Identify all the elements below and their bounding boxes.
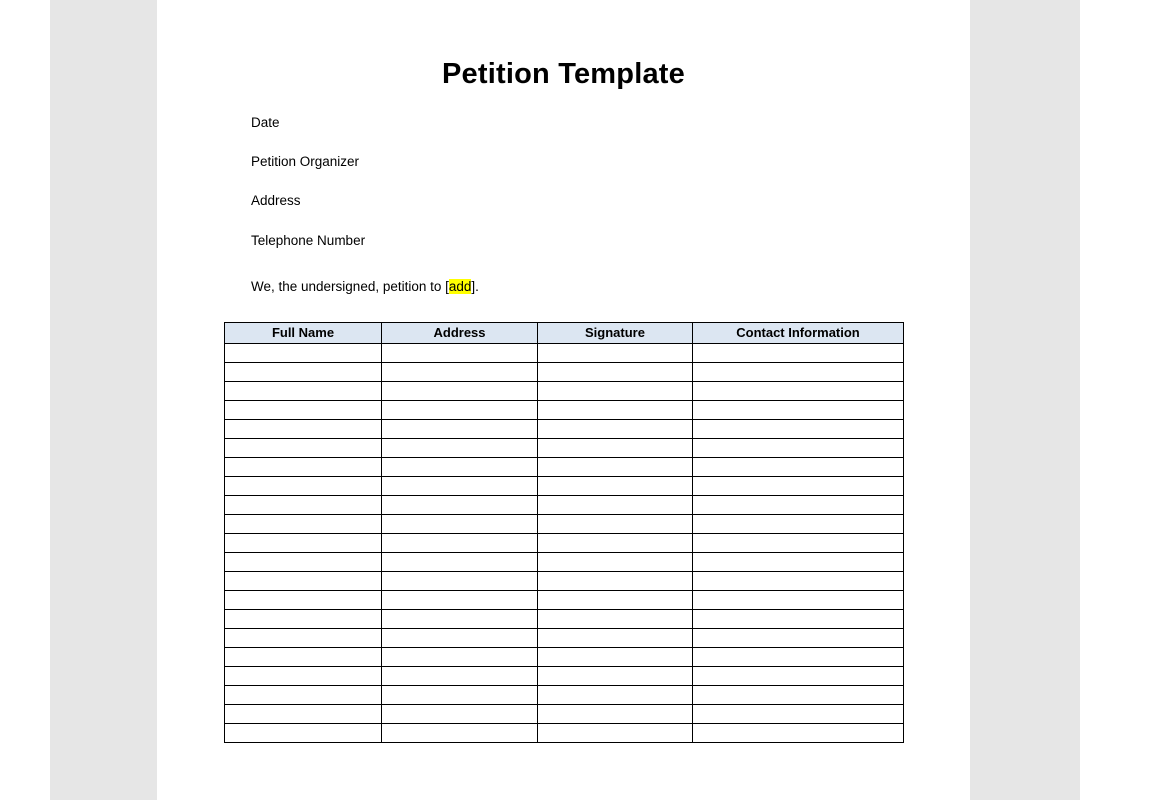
form-fields xyxy=(157,115,970,295)
table-cell[interactable] xyxy=(538,514,693,533)
table-row[interactable] xyxy=(225,495,904,514)
table-cell[interactable] xyxy=(693,571,904,590)
table-cell[interactable] xyxy=(693,457,904,476)
table-cell[interactable] xyxy=(538,495,693,514)
table-cell[interactable] xyxy=(693,514,904,533)
table-cell[interactable] xyxy=(693,685,904,704)
table-cell[interactable] xyxy=(693,609,904,628)
table-row[interactable] xyxy=(225,571,904,590)
table-cell[interactable] xyxy=(538,419,693,438)
field-telephone-number: Telephone Number xyxy=(251,232,366,248)
table-row[interactable] xyxy=(225,590,904,609)
table-cell[interactable] xyxy=(225,495,382,514)
table-cell[interactable] xyxy=(382,666,538,685)
page-gutter-left xyxy=(50,0,157,800)
page-title: Petition Template xyxy=(442,58,685,90)
table-cell[interactable] xyxy=(693,476,904,495)
table-cell[interactable] xyxy=(382,552,538,571)
field-date: Date xyxy=(251,115,280,130)
table-row[interactable] xyxy=(225,628,904,647)
table-cell[interactable] xyxy=(693,704,904,723)
table-row[interactable] xyxy=(225,609,904,628)
table-row[interactable] xyxy=(225,362,904,381)
table-cell[interactable] xyxy=(382,704,538,723)
table-row[interactable] xyxy=(225,457,904,476)
table-cell[interactable] xyxy=(538,609,693,628)
table-cell[interactable] xyxy=(382,362,538,381)
table-cell[interactable] xyxy=(225,362,382,381)
table-cell[interactable] xyxy=(382,609,538,628)
column-header-address: Address xyxy=(382,322,538,343)
table-cell[interactable] xyxy=(225,685,382,704)
table-cell[interactable] xyxy=(382,457,538,476)
field-address: Address xyxy=(251,193,301,209)
table-cell[interactable] xyxy=(693,647,904,666)
table-cell[interactable] xyxy=(225,438,382,457)
table-cell[interactable] xyxy=(693,552,904,571)
table-cell[interactable] xyxy=(382,438,538,457)
table-cell[interactable] xyxy=(225,666,382,685)
table-cell[interactable] xyxy=(538,723,693,742)
table-row[interactable] xyxy=(225,419,904,438)
table-cell[interactable] xyxy=(693,628,904,647)
table-cell[interactable] xyxy=(225,343,382,362)
column-header-full-name: Full Name xyxy=(225,322,382,343)
field-petition-organizer: Petition Organizer xyxy=(251,154,360,170)
table-cell[interactable] xyxy=(538,590,693,609)
table-row[interactable] xyxy=(225,343,904,362)
page-gutter-right xyxy=(970,0,1080,800)
table-cell[interactable] xyxy=(693,343,904,362)
table-cell[interactable] xyxy=(225,723,382,742)
table-cell[interactable] xyxy=(538,628,693,647)
table-cell[interactable] xyxy=(382,495,538,514)
statement-text-after: ]. xyxy=(471,278,479,294)
table-row[interactable] xyxy=(225,476,904,495)
table-cell[interactable] xyxy=(538,647,693,666)
table-row[interactable] xyxy=(225,533,904,552)
table-cell[interactable] xyxy=(538,704,693,723)
table-cell[interactable] xyxy=(225,400,382,419)
table-cell[interactable] xyxy=(538,457,693,476)
table-cell[interactable] xyxy=(382,419,538,438)
table-row[interactable] xyxy=(225,552,904,571)
table-cell[interactable] xyxy=(382,381,538,400)
table-cell[interactable] xyxy=(693,419,904,438)
table-cell[interactable] xyxy=(382,571,538,590)
table-cell[interactable] xyxy=(693,400,904,419)
table-cell[interactable] xyxy=(538,476,693,495)
table-cell[interactable] xyxy=(225,533,382,552)
table-header-row xyxy=(225,322,904,343)
table-cell[interactable] xyxy=(693,723,904,742)
table-cell[interactable] xyxy=(538,533,693,552)
table-cell[interactable] xyxy=(225,419,382,438)
table-cell[interactable] xyxy=(693,362,904,381)
table-cell[interactable] xyxy=(225,552,382,571)
table-cell[interactable] xyxy=(225,590,382,609)
table-cell[interactable] xyxy=(693,590,904,609)
table-body xyxy=(225,343,904,742)
table-cell[interactable] xyxy=(382,628,538,647)
table-cell[interactable] xyxy=(538,438,693,457)
table-cell[interactable] xyxy=(225,457,382,476)
petition-statement xyxy=(251,279,970,295)
table-row[interactable] xyxy=(225,438,904,457)
signature-table-wrapper xyxy=(157,295,970,743)
table-row[interactable] xyxy=(225,400,904,419)
table-header xyxy=(225,322,904,343)
column-header-signature: Signature xyxy=(538,322,693,343)
table-cell[interactable] xyxy=(693,495,904,514)
table-row[interactable] xyxy=(225,723,904,742)
table-cell[interactable] xyxy=(382,476,538,495)
table-cell[interactable] xyxy=(225,609,382,628)
table-row[interactable] xyxy=(225,704,904,723)
table-cell[interactable] xyxy=(225,476,382,495)
table-cell[interactable] xyxy=(538,400,693,419)
table-row[interactable] xyxy=(225,685,904,704)
document-page xyxy=(157,0,970,800)
table-cell[interactable] xyxy=(538,666,693,685)
table-row[interactable] xyxy=(225,647,904,666)
table-cell[interactable] xyxy=(538,552,693,571)
table-cell[interactable] xyxy=(382,723,538,742)
table-cell[interactable] xyxy=(225,647,382,666)
table-cell[interactable] xyxy=(382,343,538,362)
table-cell[interactable] xyxy=(382,647,538,666)
table-cell[interactable] xyxy=(382,685,538,704)
signature-table xyxy=(224,322,904,743)
table-cell[interactable] xyxy=(382,514,538,533)
table-cell[interactable] xyxy=(225,704,382,723)
statement-placeholder-highlight: add xyxy=(448,278,472,294)
table-cell[interactable] xyxy=(538,362,693,381)
table-cell[interactable] xyxy=(225,381,382,400)
table-cell[interactable] xyxy=(693,666,904,685)
table-row[interactable] xyxy=(225,381,904,400)
column-header-contact-information: Contact Information xyxy=(693,322,904,343)
table-cell[interactable] xyxy=(538,571,693,590)
table-cell[interactable] xyxy=(382,533,538,552)
table-cell[interactable] xyxy=(382,590,538,609)
table-cell[interactable] xyxy=(693,438,904,457)
table-cell[interactable] xyxy=(538,685,693,704)
table-cell[interactable] xyxy=(225,514,382,533)
table-cell[interactable] xyxy=(693,381,904,400)
table-cell[interactable] xyxy=(225,571,382,590)
table-row[interactable] xyxy=(225,514,904,533)
table-cell[interactable] xyxy=(382,400,538,419)
table-row[interactable] xyxy=(225,666,904,685)
table-cell[interactable] xyxy=(693,533,904,552)
statement-text-before: We, the undersigned, petition to [ xyxy=(251,278,449,294)
table-cell[interactable] xyxy=(225,628,382,647)
table-cell[interactable] xyxy=(538,343,693,362)
table-cell[interactable] xyxy=(538,381,693,400)
